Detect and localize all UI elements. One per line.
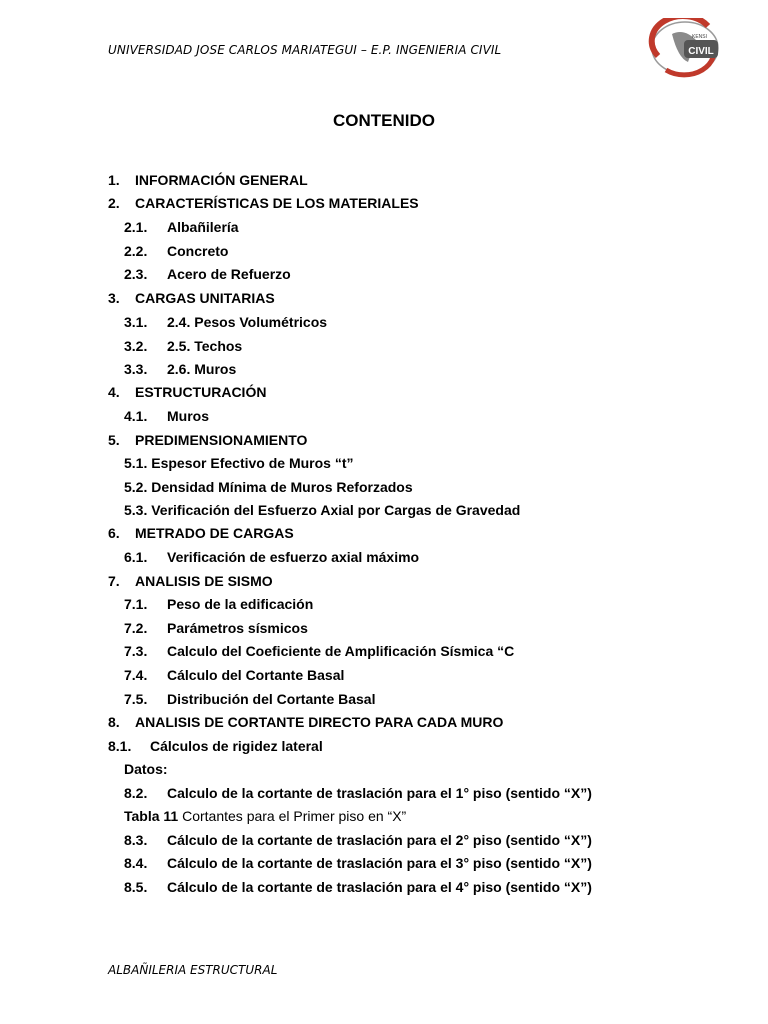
svg-text:KENSI: KENSI — [692, 34, 708, 40]
toc-label: CARGAS UNITARIAS — [135, 290, 275, 306]
table-caption-text: Cortantes para el Primer piso en “X” — [178, 808, 407, 824]
toc-label: ANALISIS DE CORTANTE DIRECTO PARA CADA MURO — [135, 714, 504, 730]
page-footer: ALBAÑILERIA ESTRUCTURAL — [108, 963, 278, 977]
toc-label: CARACTERÍSTICAS DE LOS MATERIALES — [135, 195, 419, 211]
toc-number: 3. — [108, 290, 120, 306]
toc-label: Cálculo de la cortante de traslación para el 2° piso (sentido “X”) — [167, 832, 592, 848]
toc-number: 6.1. — [124, 549, 148, 565]
toc-number: 1. — [108, 172, 120, 188]
toc-label: Cálculos de rigidez lateral — [150, 738, 323, 754]
toc-number: 7.4. — [124, 667, 148, 683]
toc-number: 2.2. — [124, 243, 148, 259]
toc-number: 7.1. — [124, 596, 148, 612]
page-title: CONTENIDO — [333, 111, 435, 130]
toc-label: Parámetros sísmicos — [167, 620, 308, 636]
toc-number: 8. — [108, 714, 120, 730]
toc-label: Distribución del Cortante Basal — [167, 691, 376, 707]
toc-label: Peso de la edificación — [167, 596, 314, 612]
toc-label: Cálculo de la cortante de traslación para el 4° piso (sentido “X”) — [167, 879, 592, 895]
toc-label: 5.3. Verificación del Esfuerzo Axial por Cargas de Gravedad — [124, 502, 521, 518]
toc-label: Acero de Refuerzo — [167, 266, 291, 282]
toc-number: 4.1. — [124, 408, 148, 424]
toc-label: Datos: — [124, 761, 168, 777]
toc-number: 8.3. — [124, 832, 148, 848]
toc-number: 7. — [108, 573, 120, 589]
toc-number: 2. — [108, 195, 120, 211]
toc-label: Muros — [167, 408, 209, 424]
toc-number: 8.2. — [124, 785, 148, 801]
toc-label: 2.4. Pesos Volumétricos — [167, 314, 328, 330]
toc-number: 8.5. — [124, 879, 148, 895]
toc-label: 2.6. Muros — [167, 361, 237, 377]
toc-label: Albañilería — [167, 219, 239, 235]
toc-label: Verificación de esfuerzo axial máximo — [167, 549, 420, 565]
toc-number: 5. — [108, 432, 120, 448]
toc-label: 2.5. Techos — [167, 338, 243, 354]
toc-number: 7.2. — [124, 620, 148, 636]
toc-label: 5.2. Densidad Mínima de Muros Reforzados — [124, 479, 413, 495]
toc-number: 6. — [108, 525, 120, 541]
toc-number: 7.5. — [124, 691, 148, 707]
toc-number: 3.2. — [124, 338, 148, 354]
page-header-institution: UNIVERSIDAD JOSE CARLOS MARIATEGUI – E.P. INGENIERIA CIVIL — [108, 43, 502, 57]
toc-label: Cálculo del Cortante Basal — [167, 667, 345, 683]
toc-label: ESTRUCTURACIÓN — [135, 384, 267, 400]
toc-number: 8.1. — [108, 738, 132, 754]
toc-number: 7.3. — [124, 643, 148, 659]
toc-number: 4. — [108, 384, 120, 400]
toc-label: 5.1. Espesor Efectivo de Muros “t” — [124, 455, 354, 471]
toc-number: 2.1. — [124, 219, 148, 235]
toc-label: INFORMACIÓN GENERAL — [135, 172, 308, 188]
toc-label: PREDIMENSIONAMIENTO — [135, 432, 308, 448]
toc-number: 3.1. — [124, 314, 148, 330]
toc-label: METRADO DE CARGAS — [135, 525, 294, 541]
university-logo-icon — [648, 18, 722, 78]
toc-label: Cálculo de la cortante de traslación para el 3° piso (sentido “X”) — [167, 855, 592, 871]
toc-label: Calculo de la cortante de traslación para el 1° piso (sentido “X”) — [167, 785, 592, 801]
svg-text:CIVIL: CIVIL — [688, 46, 714, 57]
table-caption-number: Tabla 11 — [124, 808, 179, 824]
toc-number: 2.3. — [124, 266, 148, 282]
toc-number: 3.3. — [124, 361, 148, 377]
toc-label: ANALISIS DE SISMO — [135, 573, 273, 589]
toc-label: Calculo del Coeficiente de Amplificación Sísmica “C — [167, 643, 515, 659]
toc-number: 8.4. — [124, 855, 148, 871]
toc-label: Concreto — [167, 243, 229, 259]
